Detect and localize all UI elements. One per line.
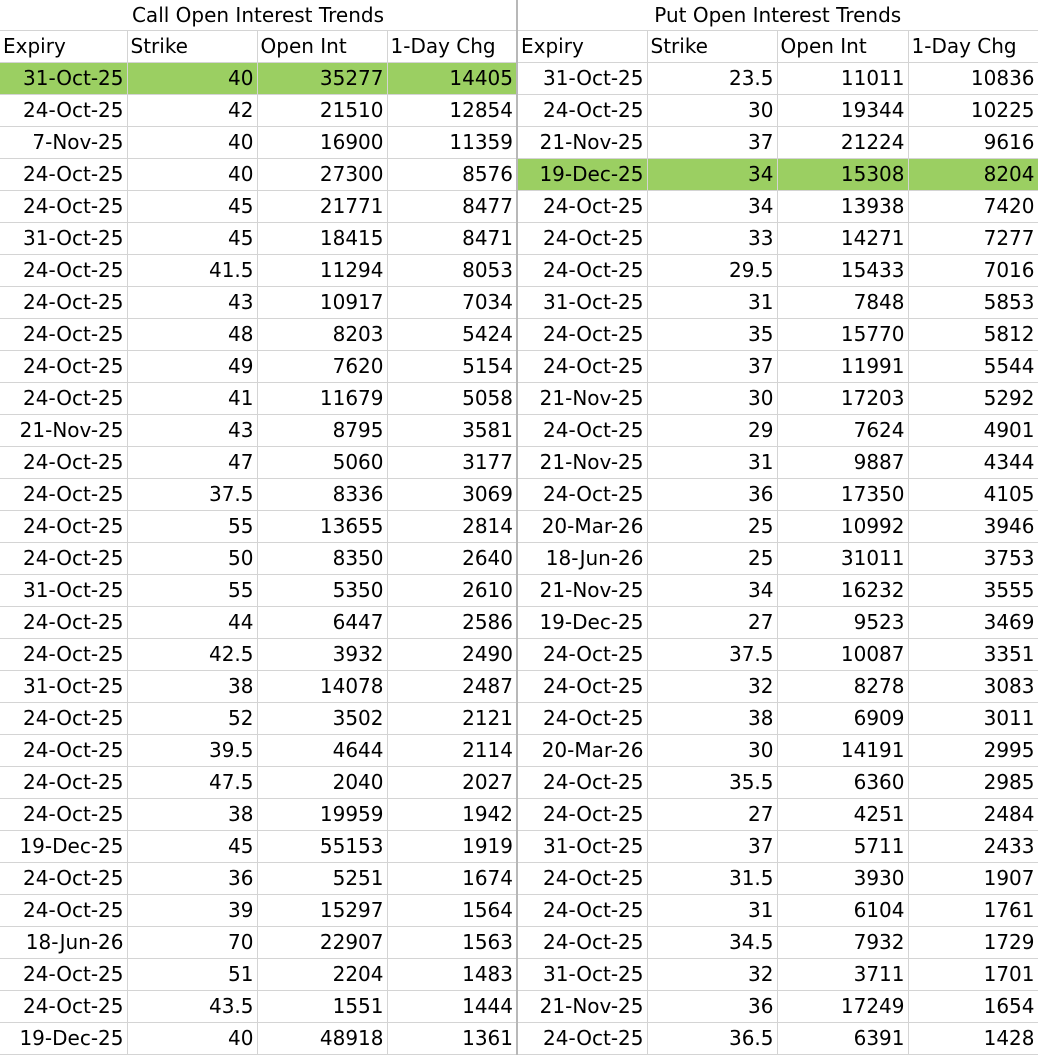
put-cell-1day-chg[interactable]: 3011: [908, 703, 1038, 735]
table-row: [0, 415, 1038, 447]
put-cell-strike[interactable]: 31.5: [647, 863, 777, 895]
put-cell-open-int[interactable]: 19344: [777, 95, 908, 127]
put-cell-open-int[interactable]: 11011: [777, 63, 908, 95]
put-cell-1day-chg[interactable]: 3469: [908, 607, 1038, 639]
call-cell-open-int[interactable]: 5350: [257, 575, 387, 607]
call-cell-expiry[interactable]: 24-Oct-25: [0, 351, 127, 383]
put-cell-1day-chg[interactable]: 2484: [908, 799, 1038, 831]
put-header-1day-chg: 1-Day Chg: [908, 31, 1038, 63]
call-cell-1day-chg[interactable]: 12854: [387, 95, 517, 127]
put-cell-expiry[interactable]: 19-Dec-25: [517, 607, 647, 639]
call-cell-expiry[interactable]: 24-Oct-25: [0, 607, 127, 639]
put-cell-strike[interactable]: 32: [647, 959, 777, 991]
put-cell-1day-chg[interactable]: 3555: [908, 575, 1038, 607]
call-cell-1day-chg[interactable]: 5058: [387, 383, 517, 415]
call-cell-open-int[interactable]: 2040: [257, 767, 387, 799]
call-cell-expiry[interactable]: 31-Oct-25: [0, 671, 127, 703]
put-cell-open-int[interactable]: 3711: [777, 959, 908, 991]
put-cell-strike[interactable]: 30: [647, 95, 777, 127]
call-cell-strike[interactable]: 45: [127, 191, 257, 223]
call-cell-strike[interactable]: 51: [127, 959, 257, 991]
put-cell-open-int[interactable]: 10087: [777, 639, 908, 671]
put-cell-expiry[interactable]: 24-Oct-25: [517, 223, 647, 255]
put-cell-1day-chg[interactable]: 8204: [908, 159, 1038, 191]
call-cell-expiry[interactable]: 21-Nov-25: [0, 415, 127, 447]
call-cell-open-int[interactable]: 55153: [257, 831, 387, 863]
put-cell-expiry[interactable]: 19-Dec-25: [517, 159, 647, 191]
put-cell-expiry[interactable]: 24-Oct-25: [517, 415, 647, 447]
put-cell-1day-chg[interactable]: 5292: [908, 383, 1038, 415]
table-row: [0, 959, 1038, 991]
call-cell-open-int[interactable]: 8350: [257, 543, 387, 575]
table-row: [0, 991, 1038, 1023]
put-cell-open-int[interactable]: 16232: [777, 575, 908, 607]
call-cell-strike[interactable]: 70: [127, 927, 257, 959]
call-cell-open-int[interactable]: 7620: [257, 351, 387, 383]
put-cell-strike[interactable]: 30: [647, 383, 777, 415]
put-cell-expiry[interactable]: 31-Oct-25: [517, 831, 647, 863]
put-cell-strike[interactable]: 27: [647, 607, 777, 639]
put-cell-1day-chg[interactable]: 4901: [908, 415, 1038, 447]
call-cell-strike[interactable]: 47.5: [127, 767, 257, 799]
put-cell-strike[interactable]: 29: [647, 415, 777, 447]
put-cell-expiry[interactable]: 24-Oct-25: [517, 895, 647, 927]
put-title: Put Open Interest Trends: [517, 0, 1038, 31]
table-row: [0, 255, 1038, 287]
put-cell-expiry[interactable]: 20-Mar-26: [517, 511, 647, 543]
call-header-open-int: Open Int: [257, 31, 387, 63]
call-cell-strike[interactable]: 41: [127, 383, 257, 415]
call-cell-1day-chg[interactable]: 1942: [387, 799, 517, 831]
put-cell-open-int[interactable]: 7848: [777, 287, 908, 319]
call-cell-open-int[interactable]: 48918: [257, 1023, 387, 1055]
put-cell-1day-chg[interactable]: 2433: [908, 831, 1038, 863]
put-header-expiry: Expiry: [517, 31, 647, 63]
call-cell-expiry[interactable]: 24-Oct-25: [0, 863, 127, 895]
table-row: [0, 799, 1038, 831]
put-cell-1day-chg[interactable]: 1907: [908, 863, 1038, 895]
call-cell-1day-chg[interactable]: 2121: [387, 703, 517, 735]
put-cell-1day-chg[interactable]: 3946: [908, 511, 1038, 543]
put-cell-strike[interactable]: 25: [647, 511, 777, 543]
put-cell-expiry[interactable]: 18-Jun-26: [517, 543, 647, 575]
put-cell-expiry[interactable]: 31-Oct-25: [517, 287, 647, 319]
table-row: [0, 479, 1038, 511]
put-cell-strike[interactable]: 29.5: [647, 255, 777, 287]
put-cell-strike[interactable]: 35.5: [647, 767, 777, 799]
call-cell-open-int[interactable]: 13655: [257, 511, 387, 543]
put-cell-expiry[interactable]: 24-Oct-25: [517, 351, 647, 383]
call-cell-expiry[interactable]: 24-Oct-25: [0, 991, 127, 1023]
call-cell-expiry[interactable]: 19-Dec-25: [0, 1023, 127, 1055]
call-cell-1day-chg[interactable]: 1674: [387, 863, 517, 895]
call-cell-1day-chg[interactable]: 5154: [387, 351, 517, 383]
put-header-open-int: Open Int: [777, 31, 908, 63]
call-cell-1day-chg[interactable]: 1361: [387, 1023, 517, 1055]
put-cell-strike[interactable]: 31: [647, 447, 777, 479]
put-cell-open-int[interactable]: 9887: [777, 447, 908, 479]
call-cell-open-int[interactable]: 2204: [257, 959, 387, 991]
call-cell-open-int[interactable]: 21510: [257, 95, 387, 127]
call-cell-1day-chg[interactable]: 3581: [387, 415, 517, 447]
put-cell-open-int[interactable]: 31011: [777, 543, 908, 575]
put-cell-expiry[interactable]: 24-Oct-25: [517, 319, 647, 351]
put-cell-1day-chg[interactable]: 3351: [908, 639, 1038, 671]
call-cell-strike[interactable]: 45: [127, 831, 257, 863]
call-cell-open-int[interactable]: 3932: [257, 639, 387, 671]
call-cell-1day-chg[interactable]: 1563: [387, 927, 517, 959]
call-cell-expiry[interactable]: 24-Oct-25: [0, 95, 127, 127]
put-cell-expiry[interactable]: 24-Oct-25: [517, 671, 647, 703]
call-cell-strike[interactable]: 55: [127, 575, 257, 607]
call-cell-1day-chg[interactable]: 2490: [387, 639, 517, 671]
call-cell-expiry[interactable]: 24-Oct-25: [0, 511, 127, 543]
put-cell-expiry[interactable]: 24-Oct-25: [517, 639, 647, 671]
table-row: [0, 927, 1038, 959]
call-cell-open-int[interactable]: 14078: [257, 671, 387, 703]
put-cell-strike[interactable]: 31: [647, 895, 777, 927]
table-row: [0, 351, 1038, 383]
put-cell-strike[interactable]: 36.5: [647, 1023, 777, 1055]
put-cell-1day-chg[interactable]: 5544: [908, 351, 1038, 383]
call-header-strike: Strike: [127, 31, 257, 63]
put-cell-open-int[interactable]: 17249: [777, 991, 908, 1023]
header-row: [0, 31, 1038, 63]
call-cell-1day-chg[interactable]: 2027: [387, 767, 517, 799]
call-cell-strike[interactable]: 47: [127, 447, 257, 479]
put-cell-expiry[interactable]: 24-Oct-25: [517, 927, 647, 959]
call-cell-strike[interactable]: 40: [127, 159, 257, 191]
put-cell-expiry[interactable]: 24-Oct-25: [517, 191, 647, 223]
put-cell-1day-chg[interactable]: 7420: [908, 191, 1038, 223]
call-cell-expiry[interactable]: 7-Nov-25: [0, 127, 127, 159]
put-cell-1day-chg[interactable]: 4344: [908, 447, 1038, 479]
call-cell-open-int[interactable]: 19959: [257, 799, 387, 831]
put-cell-strike[interactable]: 34.5: [647, 927, 777, 959]
call-cell-open-int[interactable]: 10917: [257, 287, 387, 319]
call-cell-expiry[interactable]: 24-Oct-25: [0, 735, 127, 767]
put-cell-1day-chg[interactable]: 1654: [908, 991, 1038, 1023]
table-row: [0, 511, 1038, 543]
call-cell-open-int[interactable]: 11294: [257, 255, 387, 287]
call-cell-expiry[interactable]: 24-Oct-25: [0, 319, 127, 351]
put-cell-1day-chg[interactable]: 1761: [908, 895, 1038, 927]
put-cell-open-int[interactable]: 6360: [777, 767, 908, 799]
call-cell-open-int[interactable]: 6447: [257, 607, 387, 639]
call-cell-strike[interactable]: 42.5: [127, 639, 257, 671]
put-cell-1day-chg[interactable]: 4105: [908, 479, 1038, 511]
put-cell-open-int[interactable]: 17350: [777, 479, 908, 511]
put-cell-strike[interactable]: 27: [647, 799, 777, 831]
call-cell-expiry[interactable]: 24-Oct-25: [0, 959, 127, 991]
table-row: [0, 735, 1038, 767]
put-cell-1day-chg[interactable]: 7016: [908, 255, 1038, 287]
put-cell-open-int[interactable]: 13938: [777, 191, 908, 223]
put-cell-expiry[interactable]: 24-Oct-25: [517, 95, 647, 127]
table-row: [0, 63, 1038, 95]
call-cell-1day-chg[interactable]: 2114: [387, 735, 517, 767]
call-cell-strike[interactable]: 40: [127, 1023, 257, 1055]
call-cell-expiry[interactable]: 31-Oct-25: [0, 223, 127, 255]
put-cell-expiry[interactable]: 21-Nov-25: [517, 991, 647, 1023]
put-cell-open-int[interactable]: 14191: [777, 735, 908, 767]
put-cell-strike[interactable]: 34: [647, 575, 777, 607]
call-cell-open-int[interactable]: 27300: [257, 159, 387, 191]
table-row: [0, 383, 1038, 415]
put-cell-expiry[interactable]: 21-Nov-25: [517, 383, 647, 415]
put-cell-1day-chg[interactable]: 2995: [908, 735, 1038, 767]
call-cell-1day-chg[interactable]: 14405: [387, 63, 517, 95]
put-cell-open-int[interactable]: 6391: [777, 1023, 908, 1055]
put-cell-strike[interactable]: 36: [647, 991, 777, 1023]
table-row: [0, 671, 1038, 703]
put-cell-open-int[interactable]: 3930: [777, 863, 908, 895]
call-cell-expiry[interactable]: 19-Dec-25: [0, 831, 127, 863]
call-cell-1day-chg[interactable]: 8576: [387, 159, 517, 191]
call-cell-1day-chg[interactable]: 3177: [387, 447, 517, 479]
put-cell-expiry[interactable]: 24-Oct-25: [517, 255, 647, 287]
call-cell-expiry[interactable]: 24-Oct-25: [0, 479, 127, 511]
table-row: [0, 223, 1038, 255]
call-cell-strike[interactable]: 50: [127, 543, 257, 575]
call-cell-expiry[interactable]: 24-Oct-25: [0, 799, 127, 831]
put-cell-1day-chg[interactable]: 10225: [908, 95, 1038, 127]
put-cell-open-int[interactable]: 6909: [777, 703, 908, 735]
put-cell-open-int[interactable]: 21224: [777, 127, 908, 159]
call-title: Call Open Interest Trends: [0, 0, 517, 31]
put-cell-1day-chg[interactable]: 3083: [908, 671, 1038, 703]
put-cell-strike[interactable]: 30: [647, 735, 777, 767]
put-cell-expiry[interactable]: 31-Oct-25: [517, 63, 647, 95]
put-cell-1day-chg[interactable]: 7277: [908, 223, 1038, 255]
put-cell-open-int[interactable]: 15308: [777, 159, 908, 191]
put-cell-strike[interactable]: 23.5: [647, 63, 777, 95]
put-cell-1day-chg[interactable]: 1428: [908, 1023, 1038, 1055]
call-cell-open-int[interactable]: 8203: [257, 319, 387, 351]
call-cell-strike[interactable]: 43: [127, 287, 257, 319]
call-cell-1day-chg[interactable]: 3069: [387, 479, 517, 511]
put-cell-open-int[interactable]: 15770: [777, 319, 908, 351]
put-cell-expiry[interactable]: 20-Mar-26: [517, 735, 647, 767]
call-cell-expiry[interactable]: 24-Oct-25: [0, 703, 127, 735]
call-cell-1day-chg[interactable]: 2610: [387, 575, 517, 607]
put-cell-1day-chg[interactable]: 1701: [908, 959, 1038, 991]
put-cell-strike[interactable]: 32: [647, 671, 777, 703]
call-cell-strike[interactable]: 44: [127, 607, 257, 639]
table-row: [0, 543, 1038, 575]
call-cell-1day-chg[interactable]: 2487: [387, 671, 517, 703]
call-cell-expiry[interactable]: 24-Oct-25: [0, 895, 127, 927]
call-cell-open-int[interactable]: 4644: [257, 735, 387, 767]
table-row: [0, 863, 1038, 895]
table-row: [0, 95, 1038, 127]
call-cell-open-int[interactable]: 8336: [257, 479, 387, 511]
call-cell-open-int[interactable]: 15297: [257, 895, 387, 927]
put-cell-open-int[interactable]: 7932: [777, 927, 908, 959]
put-cell-strike[interactable]: 35: [647, 319, 777, 351]
put-cell-open-int[interactable]: 6104: [777, 895, 908, 927]
call-cell-1day-chg[interactable]: 1483: [387, 959, 517, 991]
put-cell-strike[interactable]: 38: [647, 703, 777, 735]
call-cell-expiry[interactable]: 24-Oct-25: [0, 543, 127, 575]
put-cell-expiry[interactable]: 24-Oct-25: [517, 767, 647, 799]
table-row: [0, 287, 1038, 319]
put-cell-open-int[interactable]: 11991: [777, 351, 908, 383]
call-cell-expiry[interactable]: 18-Jun-26: [0, 927, 127, 959]
call-cell-strike[interactable]: 39.5: [127, 735, 257, 767]
put-cell-1day-chg[interactable]: 5853: [908, 287, 1038, 319]
put-cell-expiry[interactable]: 24-Oct-25: [517, 863, 647, 895]
call-cell-strike[interactable]: 43: [127, 415, 257, 447]
put-cell-strike[interactable]: 37: [647, 127, 777, 159]
call-cell-strike[interactable]: 42: [127, 95, 257, 127]
put-cell-expiry[interactable]: 24-Oct-25: [517, 479, 647, 511]
put-cell-expiry[interactable]: 21-Nov-25: [517, 127, 647, 159]
table-row: [0, 319, 1038, 351]
call-cell-expiry[interactable]: 24-Oct-25: [0, 383, 127, 415]
call-cell-expiry[interactable]: 24-Oct-25: [0, 255, 127, 287]
put-cell-open-int[interactable]: 9523: [777, 607, 908, 639]
call-cell-strike[interactable]: 41.5: [127, 255, 257, 287]
call-cell-expiry[interactable]: 24-Oct-25: [0, 639, 127, 671]
call-cell-strike[interactable]: 43.5: [127, 991, 257, 1023]
call-cell-strike[interactable]: 48: [127, 319, 257, 351]
table-row: [0, 703, 1038, 735]
call-cell-1day-chg[interactable]: 1919: [387, 831, 517, 863]
put-cell-strike[interactable]: 37: [647, 351, 777, 383]
call-cell-1day-chg[interactable]: 2640: [387, 543, 517, 575]
call-cell-1day-chg[interactable]: 11359: [387, 127, 517, 159]
put-cell-strike[interactable]: 37: [647, 831, 777, 863]
put-cell-open-int[interactable]: 14271: [777, 223, 908, 255]
call-cell-open-int[interactable]: 5251: [257, 863, 387, 895]
call-cell-1day-chg[interactable]: 5424: [387, 319, 517, 351]
call-cell-open-int[interactable]: 1551: [257, 991, 387, 1023]
put-cell-expiry[interactable]: 21-Nov-25: [517, 575, 647, 607]
table-row: [0, 127, 1038, 159]
put-cell-open-int[interactable]: 7624: [777, 415, 908, 447]
call-cell-open-int[interactable]: 21771: [257, 191, 387, 223]
put-cell-open-int[interactable]: 15433: [777, 255, 908, 287]
call-cell-open-int[interactable]: 3502: [257, 703, 387, 735]
call-cell-1day-chg[interactable]: 2586: [387, 607, 517, 639]
put-cell-open-int[interactable]: 17203: [777, 383, 908, 415]
call-cell-strike[interactable]: 38: [127, 671, 257, 703]
put-cell-strike[interactable]: 31: [647, 287, 777, 319]
table-row: [0, 639, 1038, 671]
call-cell-1day-chg[interactable]: 8471: [387, 223, 517, 255]
put-cell-open-int[interactable]: 5711: [777, 831, 908, 863]
put-cell-1day-chg[interactable]: 3753: [908, 543, 1038, 575]
put-cell-open-int[interactable]: 10992: [777, 511, 908, 543]
call-cell-open-int[interactable]: 22907: [257, 927, 387, 959]
call-cell-1day-chg[interactable]: 8477: [387, 191, 517, 223]
call-cell-strike[interactable]: 37.5: [127, 479, 257, 511]
call-cell-open-int[interactable]: 18415: [257, 223, 387, 255]
put-cell-strike[interactable]: 37.5: [647, 639, 777, 671]
put-cell-expiry[interactable]: 24-Oct-25: [517, 799, 647, 831]
call-cell-expiry[interactable]: 31-Oct-25: [0, 575, 127, 607]
call-cell-expiry[interactable]: 31-Oct-25: [0, 63, 127, 95]
put-cell-expiry[interactable]: 21-Nov-25: [517, 447, 647, 479]
put-cell-expiry[interactable]: 24-Oct-25: [517, 1023, 647, 1055]
call-header-1day-chg: 1-Day Chg: [387, 31, 517, 63]
put-cell-expiry[interactable]: 31-Oct-25: [517, 959, 647, 991]
call-cell-open-int[interactable]: 11679: [257, 383, 387, 415]
put-cell-1day-chg[interactable]: 9616: [908, 127, 1038, 159]
call-cell-expiry[interactable]: 24-Oct-25: [0, 767, 127, 799]
call-cell-expiry[interactable]: 24-Oct-25: [0, 191, 127, 223]
call-cell-1day-chg[interactable]: 1564: [387, 895, 517, 927]
call-cell-open-int[interactable]: 5060: [257, 447, 387, 479]
table-row: [0, 191, 1038, 223]
call-cell-strike[interactable]: 55: [127, 511, 257, 543]
call-cell-expiry[interactable]: 24-Oct-25: [0, 287, 127, 319]
table-row: [0, 1023, 1038, 1055]
call-cell-strike[interactable]: 49: [127, 351, 257, 383]
call-cell-1day-chg[interactable]: 1444: [387, 991, 517, 1023]
call-cell-1day-chg[interactable]: 8053: [387, 255, 517, 287]
table-row: [0, 607, 1038, 639]
call-cell-strike[interactable]: 40: [127, 127, 257, 159]
put-cell-1day-chg[interactable]: 10836: [908, 63, 1038, 95]
put-cell-strike[interactable]: 34: [647, 159, 777, 191]
call-header-expiry: Expiry: [0, 31, 127, 63]
call-cell-strike[interactable]: 40: [127, 63, 257, 95]
call-cell-1day-chg[interactable]: 7034: [387, 287, 517, 319]
table-row: [0, 831, 1038, 863]
put-cell-open-int[interactable]: 4251: [777, 799, 908, 831]
call-cell-strike[interactable]: 39: [127, 895, 257, 927]
call-cell-1day-chg[interactable]: 2814: [387, 511, 517, 543]
put-cell-strike[interactable]: 36: [647, 479, 777, 511]
put-cell-open-int[interactable]: 8278: [777, 671, 908, 703]
table-row: [0, 895, 1038, 927]
call-cell-open-int[interactable]: 16900: [257, 127, 387, 159]
put-cell-1day-chg[interactable]: 5812: [908, 319, 1038, 351]
put-cell-1day-chg[interactable]: 1729: [908, 927, 1038, 959]
put-cell-1day-chg[interactable]: 2985: [908, 767, 1038, 799]
call-cell-expiry[interactable]: 24-Oct-25: [0, 447, 127, 479]
table-row: [0, 159, 1038, 191]
put-cell-expiry[interactable]: 24-Oct-25: [517, 703, 647, 735]
title-row: [0, 0, 1038, 31]
call-cell-strike[interactable]: 38: [127, 799, 257, 831]
put-cell-strike[interactable]: 33: [647, 223, 777, 255]
put-cell-strike[interactable]: 34: [647, 191, 777, 223]
put-header-strike: Strike: [647, 31, 777, 63]
table-row: [0, 575, 1038, 607]
table-row: [0, 767, 1038, 799]
call-cell-strike[interactable]: 45: [127, 223, 257, 255]
table-row: [0, 447, 1038, 479]
call-cell-strike[interactable]: 36: [127, 863, 257, 895]
call-cell-open-int[interactable]: 35277: [257, 63, 387, 95]
call-cell-strike[interactable]: 52: [127, 703, 257, 735]
call-cell-expiry[interactable]: 24-Oct-25: [0, 159, 127, 191]
put-cell-strike[interactable]: 25: [647, 543, 777, 575]
call-cell-open-int[interactable]: 8795: [257, 415, 387, 447]
